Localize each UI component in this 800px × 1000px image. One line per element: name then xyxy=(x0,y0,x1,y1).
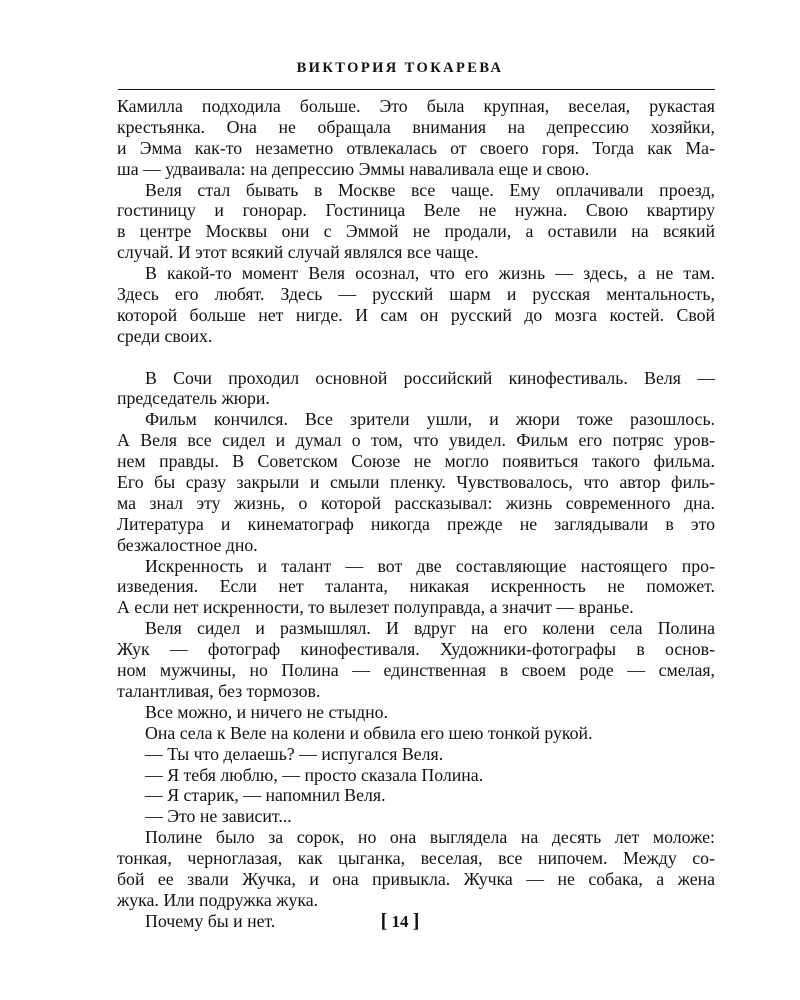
paragraph-line: ном мужчины, но Полина — единственная в своем роде — смелая, xyxy=(117,660,715,681)
paragraph-line: крестьянка. Она не обращала внимания на депрессию хозяйки, xyxy=(117,116,715,137)
paragraph-line: в центре Москвы они с Эммой не продали, а оставили на всякий xyxy=(117,221,715,242)
paragraph-line: ша — удваивала: на депрессию Эммы наваливала еще и свою. xyxy=(117,158,590,179)
paragraph-line: Жук — фотограф кинофестиваля. Художники-фотографы в основ- xyxy=(117,639,715,660)
paragraph-line: Камилла подходила больше. Это была крупная, веселая, рукастая xyxy=(117,96,715,116)
paragraph-line: — Я старик, — напомнил Веля. xyxy=(145,785,386,806)
paragraph-line: безжалостное дно. xyxy=(117,534,258,555)
paragraph-line: — Ты что делаешь? — испугался Веля. xyxy=(145,743,444,764)
paragraph-line: Его бы сразу закрыли и смыли пленку. Чувствовалось, что автор филь- xyxy=(117,472,715,493)
paragraph-line: изведения. Если нет таланта, никакая искренность не поможет. xyxy=(117,576,715,597)
paragraph-line: В Сочи проходил основной российский кинофестиваль. Веля — xyxy=(145,367,715,388)
paragraph-line: случай. И этот всякий случай являлся все чаще. xyxy=(117,242,479,263)
paragraph-line: гостиницу и гонорар. Гостиница Веле не нужна. Свою квартиру xyxy=(117,200,715,221)
paragraph-line: Почему бы и нет. xyxy=(145,910,276,931)
paragraph-line: ма знал эту жизнь, о которой рассказывал: жизнь современного дна. xyxy=(117,492,715,513)
paragraph-line: А Веля все сидел и думал о том, что увидел. Фильм его потряс уров- xyxy=(117,430,715,451)
paragraph-line: бой ее звали Жучка, и она привыкла. Жучка — не собака, а жена xyxy=(117,868,715,889)
page-number-value: 14 xyxy=(391,912,409,931)
running-head: ВИКТОРИЯ ТОКАРЕВА xyxy=(296,60,504,76)
header-rule xyxy=(118,89,715,90)
paragraph-line: нем правды. В Советском Союзе не могло появиться такого фильма. xyxy=(117,451,715,472)
paragraph-line: среди своих. xyxy=(117,325,213,346)
paragraph-line: тонкая, черноглазая, как цыганка, веселая, все нипочем. Между со- xyxy=(117,848,715,869)
paragraph-line: и Эмма как-то незаметно отвлекалась от своего горя. Тогда как Ма- xyxy=(117,137,715,158)
paragraph-line: А если нет искренности, то вылезет полуправда, а значит — вранье. xyxy=(117,597,634,618)
paragraph-line: жука. Или подружка жука. xyxy=(117,889,319,910)
body-text xyxy=(117,96,715,932)
page-number xyxy=(0,910,800,933)
page-number-right-bracket: ] xyxy=(412,910,420,932)
paragraph-line: Она села к Веле на колени и обвила его шею тонкой рукой. xyxy=(145,722,593,743)
page-number-left-bracket: [ xyxy=(380,910,388,932)
paragraph-line: Фильм кончился. Все зрители ушли, и жюри тоже разошлось. xyxy=(145,409,715,430)
paragraph-line: Все можно, и ничего не стыдно. xyxy=(145,701,388,722)
paragraph-line: В какой-то момент Веля осознал, что его жизнь — здесь, а не там. xyxy=(145,263,715,284)
paragraph-line: Веля сидел и размышлял. И вдруг на его колени села Полина xyxy=(145,618,715,639)
paragraph-line: Искренность и талант — вот две составляющие настоящего про- xyxy=(145,555,715,576)
paragraph-line: председатель жюри. xyxy=(117,388,270,409)
paragraph-line: талантливая, без тормозов. xyxy=(117,680,321,701)
paragraph-line: которой больше нет нигде. И сам он русский до мозга костей. Свой xyxy=(117,304,715,325)
paragraph-line: — Это не зависит... xyxy=(145,806,292,827)
paragraph-line: — Я тебя люблю, — просто сказала Полина. xyxy=(145,764,484,785)
paragraph-line: Веля стал бывать в Москве все чаще. Ему оплачивали проезд, xyxy=(145,179,715,200)
paragraph-line: Литература и кинематограф никогда прежде не заглядывали в это xyxy=(117,513,715,534)
paragraph-line: Здесь его любят. Здесь — русский шарм и русская ментальность, xyxy=(117,284,715,305)
paragraph-line: Полине было за сорок, но она выглядела на десять лет моложе: xyxy=(145,827,715,848)
section-break xyxy=(117,347,715,368)
